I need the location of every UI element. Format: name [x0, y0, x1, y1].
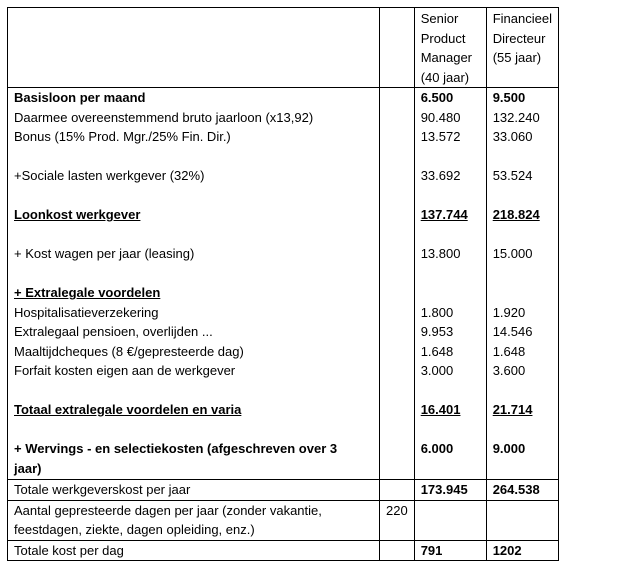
hospitalisatie-label: Hospitalisatieverzekering — [14, 304, 159, 320]
basisloon-value-fd: 9.500 — [492, 90, 526, 105]
wervingskosten-label-cont: jaar) — [14, 460, 42, 476]
header-empty-label-cell — [8, 8, 380, 88]
loonkost-label: Loonkost werkgever — [14, 207, 141, 222]
header-financieel-directeur — [486, 8, 558, 88]
main-col3-values-cell — [414, 88, 486, 480]
loonkost-value-fd: 218.824 — [492, 207, 540, 222]
wervingskosten-value-fd: 9.000 — [492, 441, 526, 456]
totals-value-pm: 173.945 — [414, 480, 486, 501]
kost-wagen-label: + Kost wagen per jaar (leasing) — [14, 246, 195, 261]
spacer-line — [421, 420, 480, 440]
spacer-line — [421, 283, 480, 303]
spacer-line — [14, 264, 373, 284]
perday-value-pm: 791 — [414, 540, 486, 561]
kost-wagen-value-pm: 13.800 — [420, 246, 461, 261]
basisloon-value-pm: 6.500 — [420, 90, 454, 105]
basisloon-label: Basisloon per maand — [14, 90, 146, 105]
header-line: Directeur — [492, 30, 546, 46]
main-col4-values-cell — [486, 88, 558, 480]
forfait-value-pm: 3.000 — [420, 363, 454, 378]
totals-label: Totale werkgeverskost per jaar — [8, 480, 380, 501]
days-label-cell — [8, 500, 380, 540]
hospitalisatie-value-fd: 1.920 — [492, 304, 526, 320]
perday-label: Totale kost per dag — [8, 540, 380, 561]
days-empty-fd-cell — [486, 500, 558, 540]
loonkost-value-pm: 137.744 — [420, 207, 468, 222]
spacer-line — [493, 225, 552, 245]
spacer-line — [493, 147, 552, 167]
jaarloon-value-pm: 90.480 — [420, 109, 461, 125]
spacer-line — [14, 225, 373, 245]
main-block-row — [8, 88, 559, 480]
spacer-line — [493, 420, 552, 440]
perday-value-fd: 1202 — [486, 540, 558, 561]
bonus-value-pm: 13.572 — [420, 129, 461, 144]
spacer-line — [493, 381, 552, 401]
days-label-line: feestdagen, ziekte, dagen opleiding, enz.) — [14, 522, 255, 537]
header-row — [8, 8, 559, 88]
extralegale-voordelen-heading: + Extralegale voordelen — [14, 285, 161, 300]
bonus-label: Bonus (15% Prod. Mgr./25% Fin. Dir.) — [14, 129, 231, 144]
perday-row — [8, 540, 559, 561]
pensioen-value-fd: 14.546 — [492, 324, 533, 339]
header-empty-days-cell — [380, 8, 415, 88]
maaltijdcheques-value-fd: 1.648 — [492, 343, 526, 359]
spacer-line — [421, 147, 480, 167]
totals-row — [8, 480, 559, 501]
days-empty-pm-cell — [414, 500, 486, 540]
totals-days-empty-cell — [380, 480, 415, 501]
kost-wagen-value-fd: 15.000 — [492, 246, 533, 261]
wervingskosten-value-pm: 6.000 — [420, 441, 454, 456]
forfait-label: Forfait kosten eigen aan de werkgever — [14, 363, 236, 378]
header-line: Financieel — [492, 11, 552, 26]
spacer-line — [421, 381, 480, 401]
spacer-line — [14, 147, 373, 167]
hospitalisatie-value-pm: 1.800 — [420, 304, 454, 320]
pensioen-label: Extralegaal pensioen, overlijden ... — [14, 324, 213, 339]
cost-comparison-table — [7, 7, 559, 561]
spacer-line — [493, 186, 552, 206]
spacer-line — [14, 420, 373, 440]
perday-days-empty-cell — [380, 540, 415, 561]
spacer-line — [421, 225, 480, 245]
header-line: Senior — [420, 11, 459, 26]
spacer-line — [14, 381, 373, 401]
bonus-value-fd: 33.060 — [492, 129, 533, 144]
spacer-line — [421, 459, 480, 479]
jaarloon-value-fd: 132.240 — [492, 109, 540, 125]
main-days-empty-cell — [380, 88, 415, 480]
main-labels-cell — [8, 88, 380, 480]
spacer-line — [493, 283, 552, 303]
header-line: (55 jaar) — [492, 50, 542, 65]
header-line: (40 jaar) — [420, 69, 470, 85]
jaarloon-label: Daarmee overeenstemmend bruto jaarloon (x13,92) — [14, 109, 314, 125]
totals-value-fd: 264.538 — [486, 480, 558, 501]
days-value: 220 — [380, 500, 415, 540]
days-row — [8, 500, 559, 540]
spacer-line — [421, 264, 480, 284]
sociale-lasten-value-pm: 33.692 — [420, 168, 461, 183]
header-line: Product — [420, 30, 466, 46]
spacer-line — [493, 264, 552, 284]
spacer-line — [14, 186, 373, 206]
wervingskosten-label: + Wervings - en selectiekosten (afgeschreven over 3 — [14, 441, 338, 456]
maaltijdcheques-label: Maaltijdcheques (8 €/gepresteerde dag) — [14, 343, 244, 359]
totaal-extralegale-label: Totaal extralegale voordelen en varia — [14, 402, 242, 417]
forfait-value-fd: 3.600 — [492, 363, 526, 378]
totaal-extralegale-value-fd: 21.714 — [492, 402, 533, 417]
sociale-lasten-value-fd: 53.524 — [492, 168, 533, 183]
spacer-line — [493, 459, 552, 479]
totaal-extralegale-value-pm: 16.401 — [420, 402, 461, 417]
header-line: Manager — [420, 50, 473, 65]
days-label-line: Aantal gepresteerde dagen per jaar (zonder vakantie, — [14, 502, 322, 518]
pensioen-value-pm: 9.953 — [420, 324, 454, 339]
header-senior-product-manager — [414, 8, 486, 88]
maaltijdcheques-value-pm: 1.648 — [420, 343, 454, 359]
spacer-line — [421, 186, 480, 206]
sociale-lasten-label: +Sociale lasten werkgever (32%) — [14, 168, 205, 183]
